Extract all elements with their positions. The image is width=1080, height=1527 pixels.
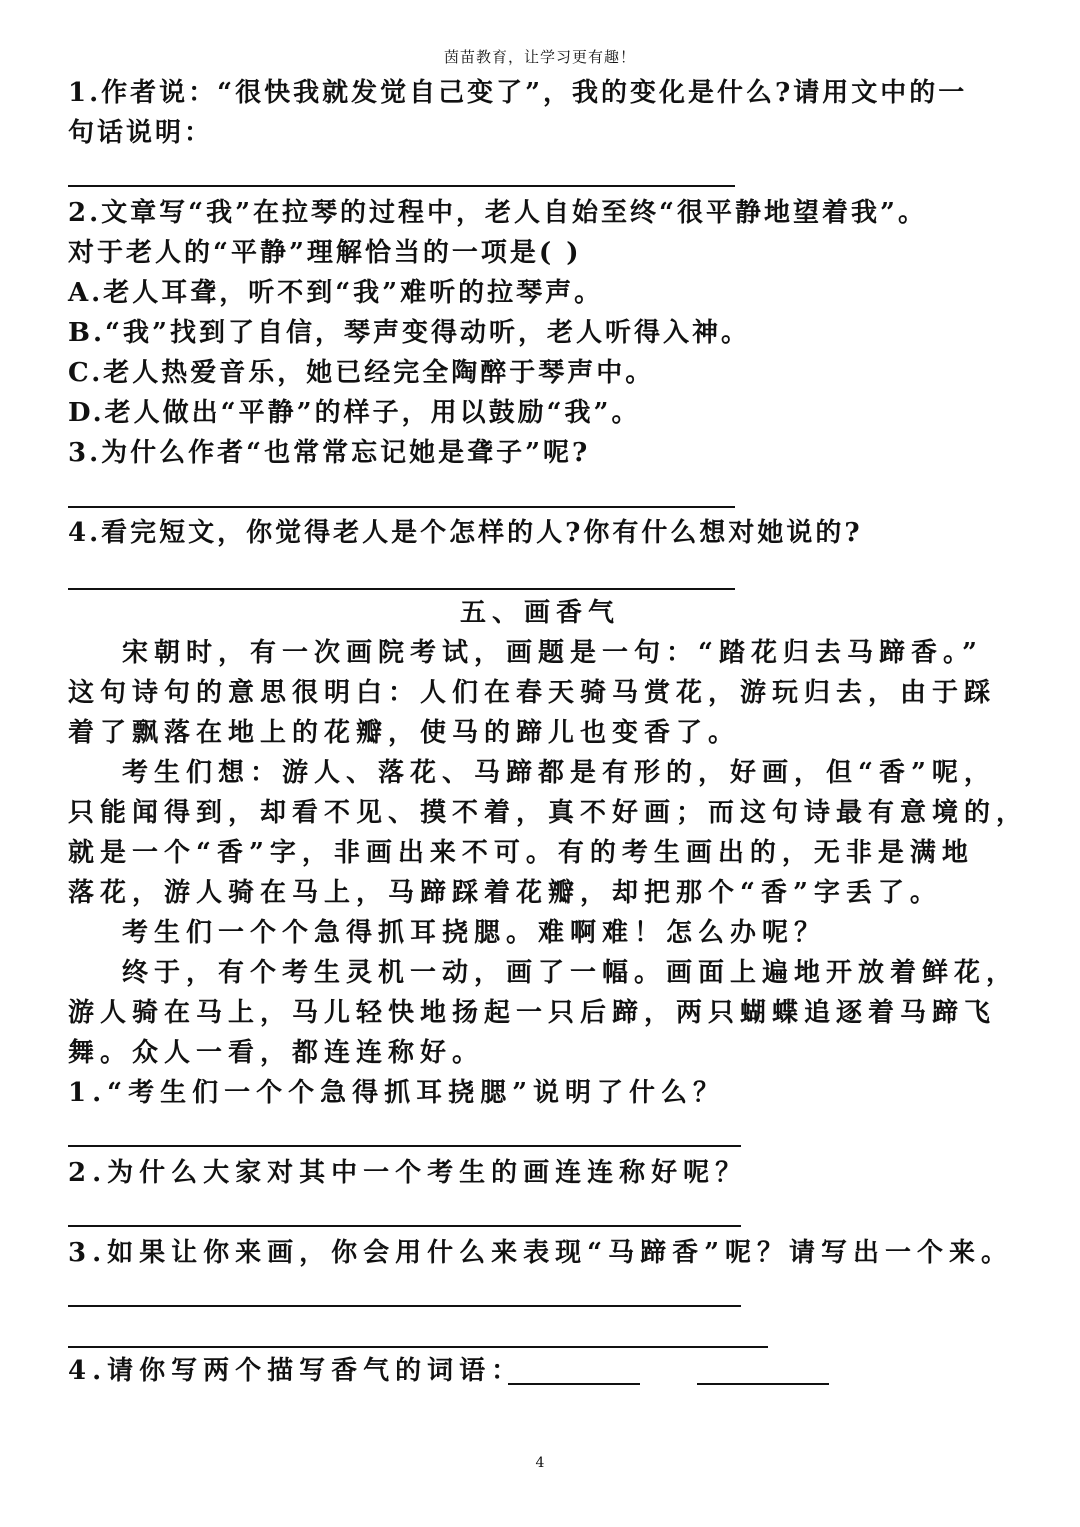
page-header: 茵苗教育，让学习更有趣！ — [443, 48, 636, 66]
section5-question-2: 2.为什么大家对其中一个考生的画连连称好呢？ — [68, 1158, 748, 1188]
answer-blank-word-1[interactable] — [508, 1383, 640, 1385]
section-title: 五、画香气 — [459, 598, 620, 628]
passage-p4-line-3: 舞。众人一看，都连连称好。 — [68, 1038, 485, 1068]
passage-p1-line-3: 着了飘落在地上的花瓣，使马的蹄儿也变香了。 — [68, 718, 741, 748]
answer-line-s5-q1[interactable] — [68, 1145, 741, 1147]
question-2-option-c: C.老人热爱音乐，她已经完全陶醉于琴声中。 — [68, 358, 655, 388]
question-4: 4.看完短文，你觉得老人是个怎样的人?你有什么想对她说的? — [68, 518, 863, 548]
question-2-option-a: A.老人耳聋，听不到“我”难听的拉琴声。 — [68, 278, 604, 308]
answer-line-s5-q2[interactable] — [68, 1225, 741, 1227]
answer-blank-word-2[interactable] — [697, 1383, 829, 1385]
page-number: 4 — [535, 1455, 545, 1471]
question-2-option-b: B.“我”找到了自信，琴声变得动听，老人听得入神。 — [68, 318, 750, 348]
answer-line-s5-q3-b[interactable] — [68, 1346, 768, 1348]
question-1-line-2: 句话说明： — [68, 118, 214, 148]
answer-line-q1[interactable] — [68, 185, 735, 187]
question-2-line-1: 2.文章写“我”在拉琴的过程中，老人自始至终“很平静地望着我”。 — [68, 198, 927, 228]
passage-p2-line-3: 就是一个“香”字，非画出来不可。有的考生画出的，无非是满地 — [68, 838, 974, 868]
passage-p4-line-1: 终于，有个考生灵机一动，画了一幅。画面上遍地开放着鲜花， — [122, 958, 1019, 988]
section5-question-1: 1.“考生们一个个急得抓耳挠腮”说明了什么？ — [68, 1078, 726, 1108]
passage-p2-line-1: 考生们想：游人、落花、马蹄都是有形的，好画，但“香”呢， — [122, 758, 996, 788]
answer-line-q4[interactable] — [68, 588, 735, 590]
answer-line-q3[interactable] — [68, 506, 735, 508]
section5-question-4: 4.请你写两个描写香气的词语： — [68, 1356, 524, 1386]
passage-p1-line-1: 宋朝时，有一次画院考试，画题是一句：“踏花归去马蹄香。” — [122, 638, 983, 668]
passage-p2-line-4: 落花，游人骑在马上，马蹄踩着花瓣，却把那个“香”字丢了。 — [68, 878, 942, 908]
passage-p4-line-2: 游人骑在马上，马儿轻快地扬起一只后蹄，两只蝴蝶追逐着马蹄飞 — [68, 998, 997, 1028]
question-1-line-1: 1.作者说：“很快我就发觉自己变了”，我的变化是什么?请用文中的一 — [68, 78, 968, 108]
question-2-option-d: D.老人做出“平静”的样子，用以鼓励“我”。 — [68, 398, 641, 428]
section5-question-3: 3.如果让你来画，你会用什么来表现“马蹄香”呢？请写出一个来。 — [68, 1238, 1014, 1268]
question-2-line-2: 对于老人的“平静”理解恰当的一项是( ) — [68, 238, 582, 268]
passage-p3-line-1: 考生们一个个急得抓耳挠腮。难啊难！怎么办呢？ — [122, 918, 827, 948]
passage-p2-line-2: 只能闻得到，却看不见、摸不着，真不好画；而这句诗最有意境的， — [68, 798, 1029, 828]
question-3: 3.为什么作者“也常常忘记她是聋子”呢? — [68, 438, 591, 468]
passage-p1-line-2: 这句诗句的意思很明白：人们在春天骑马赏花，游玩归去，由于踩 — [68, 678, 997, 708]
answer-line-s5-q3-a[interactable] — [68, 1305, 741, 1307]
